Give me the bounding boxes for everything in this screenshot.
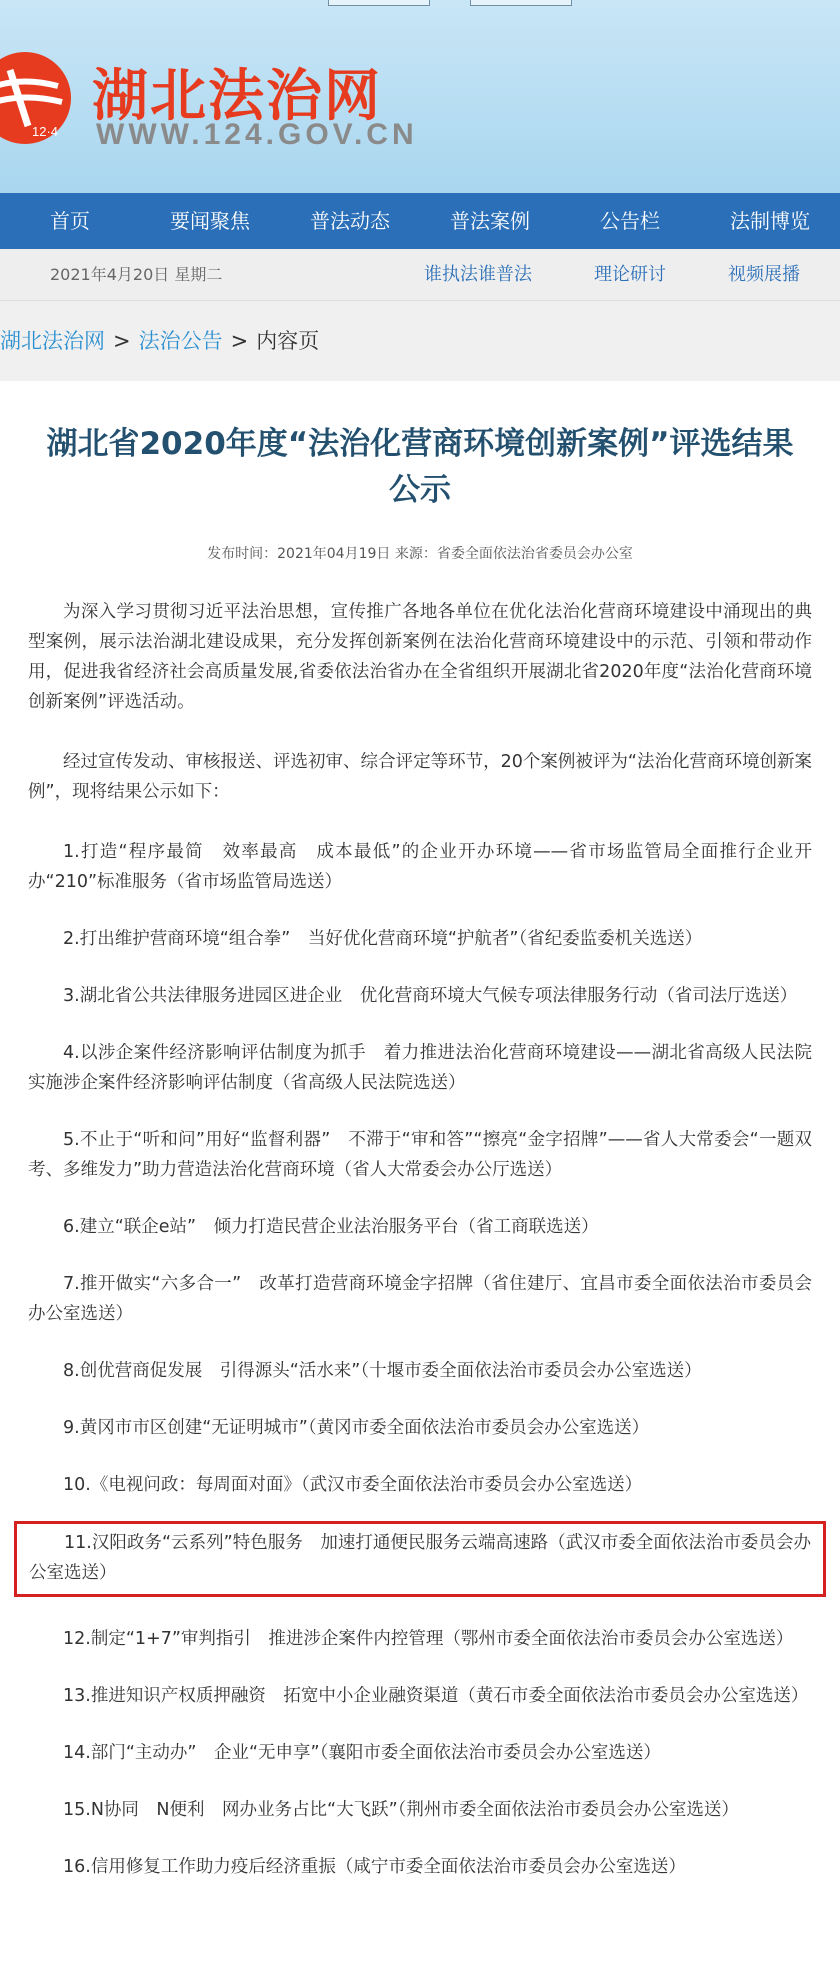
- case-item: 8.创优营商促发展 引得源头“活水来”（十堰市委全面依法治市委员会办公室选送）: [63, 1361, 702, 1381]
- case-item: 1.打造“程序最简 效率最高 成本最低”的企业开办环境——省市场监管局全面推行企业开办“210”标准服务（省市场监管局选送）: [28, 842, 812, 892]
- case-item: 4.以涉企案件经济影响评估制度为抓手 着力推进法治化营商环境建设——湖北省高级人民法院实施涉企案件经济影响评估制度（省高级人民法院选送）: [28, 1043, 812, 1093]
- sublink-video[interactable]: 视频展播: [728, 264, 800, 285]
- breadcrumb-separator: >: [113, 329, 131, 353]
- breadcrumb-current: 内容页: [256, 329, 320, 353]
- case-item: 3.湖北省公共法律服务进园区进企业 优化营商环境大气候专项法律服务行动（省司法厅选送）: [63, 986, 798, 1006]
- nav-item-news-focus[interactable]: 要闻聚焦: [170, 209, 250, 233]
- top-input-box[interactable]: [328, 0, 430, 6]
- nav-item-law-cases[interactable]: 普法案例: [450, 209, 530, 233]
- case-item: 14.部门“主动办” 企业“无申享”（襄阳市委全面依法治市委员会办公室选送）: [63, 1743, 661, 1763]
- logo-mark-text: 12·4: [32, 124, 59, 139]
- sub-links: [362, 249, 800, 300]
- breadcrumb: [0, 301, 840, 381]
- breadcrumb-section[interactable]: 法治公告: [138, 329, 223, 353]
- nav-item-legal-expo[interactable]: 法制博览: [730, 209, 810, 233]
- logo-icon[interactable]: [0, 48, 88, 148]
- nav-item-bulletin[interactable]: 公告栏: [600, 209, 660, 233]
- article-title: 湖北省2020年度“法治化营商环境创新案例”评选结果公示: [46, 426, 794, 508]
- case-item: 7.推开做实“六多合一” 改革打造营商环境金字招牌（省住建厅、宜昌市委全面依法治市委员会办公室选送）: [28, 1274, 812, 1324]
- case-item: 16.信用修复工作助力疫后经济重振（咸宁市委全面依法治市委员会办公室选送）: [63, 1857, 686, 1877]
- current-date: 2021年4月20日 星期二: [50, 265, 223, 284]
- sublink-enforcement[interactable]: 谁执法谁普法: [424, 264, 532, 285]
- main-nav: [0, 193, 840, 249]
- breadcrumb-separator: >: [230, 329, 249, 353]
- case-item-highlighted: 11.汉阳政务“云系列”特色服务 加速打通便民服务云端高速路（武汉市委全面依法治市委员会办公室选送）: [14, 1521, 826, 1597]
- case-item: 12.制定“1+7”审判指引 推进涉企案件内控管理（鄂州市委全面依法治市委员会办公室选送）: [63, 1629, 794, 1649]
- article-content: [0, 381, 840, 1882]
- case-item: 15.N协同 N便利 网办业务占比“大飞跃”（荆州市委全面依法治市委员会办公室选送）: [63, 1800, 739, 1820]
- case-item: 10.《电视问政：每周面对面》（武汉市委全面依法治市委员会办公室选送）: [63, 1475, 643, 1495]
- nav-item-law-updates[interactable]: 普法动态: [310, 209, 390, 233]
- sub-bar: [0, 249, 840, 301]
- nav-item-home[interactable]: 首页: [50, 209, 90, 233]
- case-item: 9.黄冈市市区创建“无证明城市”（黄冈市委全面依法治市委员会办公室选送）: [63, 1418, 650, 1438]
- case-item: 5.不止于“听和问”用好“监督利器” 不滞于“审和答”“擦亮“金字招牌”——省人大常委会“一题双考、多维发力”助力营造法治化营商环境（省人大常委会办公厅选送）: [28, 1130, 812, 1180]
- intro-paragraph: 经过宣传发动、审核报送、评选初审、综合评定等环节，20个案例被评为“法治化营商环境创新案例”，现将结果公示如下：: [28, 752, 812, 802]
- site-title[interactable]: 湖北法治网: [92, 64, 382, 129]
- case-item: 13.推进知识产权质押融资 拓宽中小企业融资渠道（黄石市委全面依法治市委员会办公室选送）: [63, 1686, 809, 1706]
- sublink-theory[interactable]: 理论研讨: [594, 264, 666, 285]
- site-header: [0, 0, 840, 193]
- case-item: 2.打出维护营商环境“组合拳” 当好优化营商环境“护航者”（省纪委监委机关选送）: [63, 929, 703, 949]
- intro-paragraph: 为深入学习贯彻习近平法治思想，宣传推广各地各单位在优化法治化营商环境建设中涌现出的典型案例，展示法治湖北建设成果，充分发挥创新案例在法治化营商环境建设中的示范、引领和带动作用，促进我省经济社会高质量发展,省委依法治省办在全省组织开展湖北省2020年度“法治化营商环境创新案例”评选活动。: [28, 602, 812, 712]
- case-item: 6.建立“联企e站” 倾力打造民营企业法治服务平台（省工商联选送）: [63, 1217, 599, 1237]
- site-url: WWW.124.GOV.CN: [96, 118, 418, 151]
- article-meta: 发布时间：2021年04月19日 来源：省委全面依法治省委员会办公室: [207, 546, 633, 562]
- top-input-box-2[interactable]: [470, 0, 572, 6]
- breadcrumb-home[interactable]: 湖北法治网: [0, 329, 105, 353]
